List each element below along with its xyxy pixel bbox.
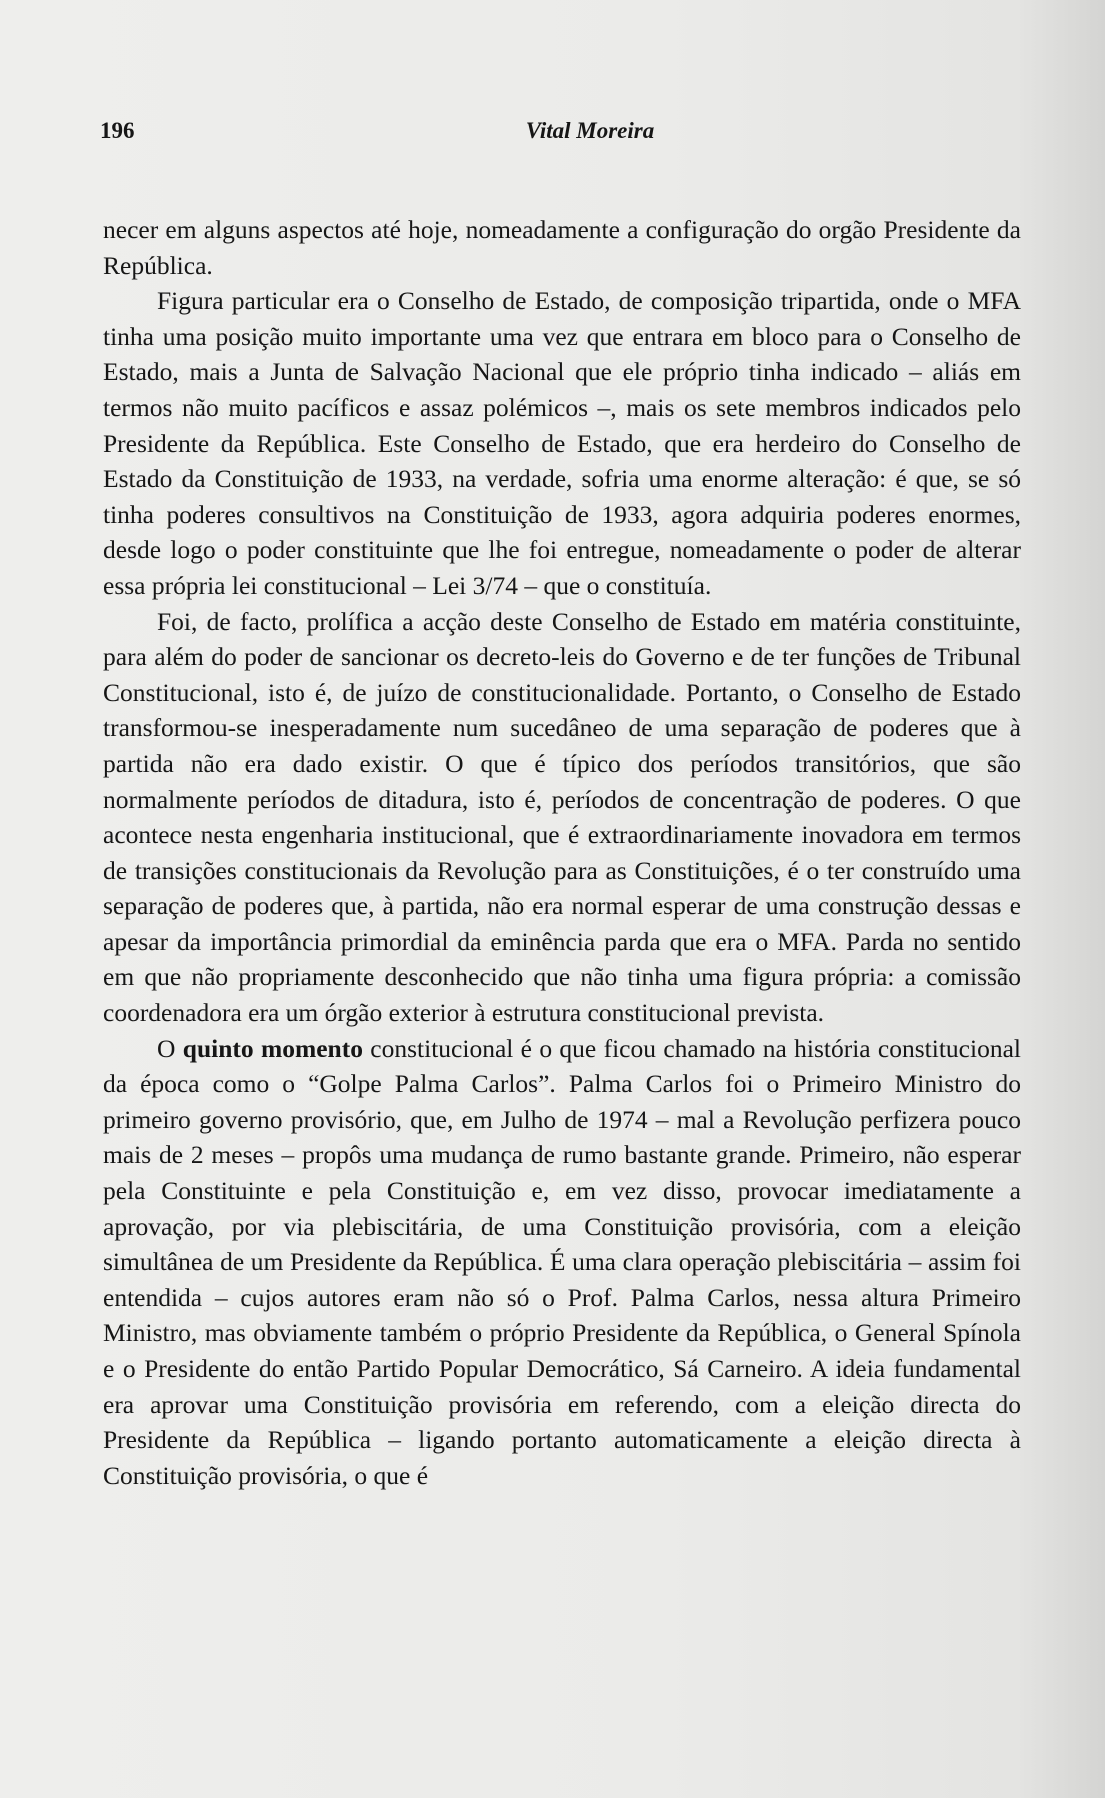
bold-term-quinto-momento: quinto momento xyxy=(182,1033,363,1063)
page-number: 196 xyxy=(100,118,135,143)
paragraph-conselho-de-estado: Figura particular era o Conselho de Estado, de composição tripartida, onde o MFA tinha uma posição muito importante uma vez que entrara em bloco para o Conselho de Estado, mais a Junta de Salvação Nacional que ele próprio tinha indicado – aliás em termos não muito pacíficos e assaz polémicos –, mais os sete membros indicados pelo Presidente da República. Este Conselho de Estado, que era herdeiro do Conselho de Estado da Constituição de 1933, na verdade, sofria uma enorme alteração: é que, se só tinha poderes consultivos na Constituição de 1933, agora adquiria poderes enormes, desde logo o poder constituinte que lhe foi entregue, nomeadamente o poder de alterar essa própria lei constitucional – Lei 3/74 – que o constituía. xyxy=(103,286,1021,600)
running-title: Vital Moreira xyxy=(525,118,655,143)
paragraph-text: constitucional é o que ficou chamado na história constitucional da época como o “Golpe Palma Carlos”. Palma Carlos foi o Primeiro Ministro do primeiro governo provisório, que, em Julho de 1974 – mal a Revolução perfizera pouco mais de 2 meses – propôs uma mudança de rumo bastante grande. Primeiro, não esperar pela Constituinte e pela Constituição e, em vez disso, provocar imediatamente a aprovação, por via plebiscitária, de uma Constituição provisória, com a eleição simultânea de um Presidente da República. É uma clara operação plebiscitária – assim foi entendida – cujos autores eram não só o Prof. Palma Carlos, nessa altura Primeiro Ministro, mas obviamente também o próprio Presidente da República, o General Spínola e o Presidente do então Partido Popular Democrático, Sá Carneiro. A ideia fundamental era aprovar uma Constituição provisória em referendo, com a eleição directa do Presidente da República – ligando portanto automaticamente a eleição directa à Constituição provisória, o que é xyxy=(103,1033,1021,1490)
paragraph-accao-conselho: Foi, de facto, prolífica a acção deste Conselho de Estado em matéria constituinte, para além do poder de sancionar os decreto-leis do Governo e de ter funções de Tribunal Constitucional, isto é, de juízo de constitucionalidade. Portanto, o Conselho de Estado transformou-se inesperadamente num sucedâneo de uma separação de poderes que à partida não era dado existir. O que é típico dos períodos transitórios, que são normalmente períodos de ditadura, isto é, períodos de concentração de poderes. O que acontece nesta engenharia institucional, que é extraordinariamente inovadora em termos de transições constitucionais da Revolução para as Constituições, é o ter construído uma separação de poderes que, à partida, não era normal esperar de uma construção dessas e apesar da importância primordial da eminência parda que era o MFA. Parda no sentido em que não propriamente desconhecido que não tinha uma figura própria: a comissão coordenadora era um órgão exterior à estrutura constitucional prevista. xyxy=(103,606,1021,1028)
running-header xyxy=(100,118,1020,152)
body-text xyxy=(103,212,1021,1493)
paragraph-quinto-momento xyxy=(103,1031,1021,1494)
paragraph-continuation: necer em alguns aspectos até hoje, nomeadamente a configuração do orgão Presidente da República. xyxy=(103,215,1021,280)
paragraph-lead: O xyxy=(157,1033,183,1063)
